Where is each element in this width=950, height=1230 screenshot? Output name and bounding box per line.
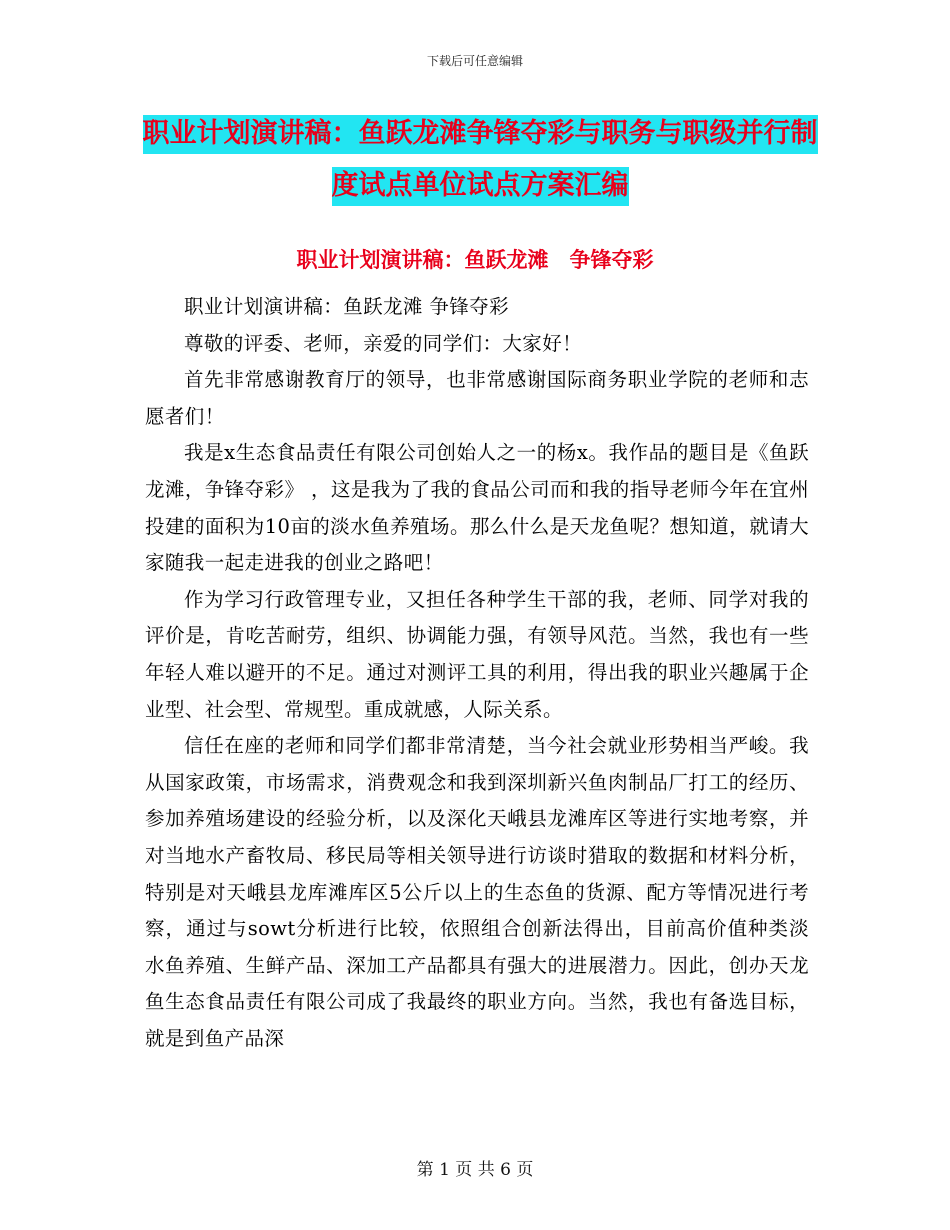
body-paragraph: 职业计划演讲稿：鱼跃龙滩 争锋夺彩: [184, 295, 509, 318]
section-title: 职业计划演讲稿：鱼跃龙滩 争锋夺彩: [296, 248, 654, 272]
body-paragraph: 信任在座的老师和同学们都非常清楚，当今社会就业形势相当严峻。我从国家政策，市场需求，消费观念和我到深圳新兴鱼肉制品厂打工的经历、参加养殖场建设的经验分析，以及深化天峨县龙滩库区等进行实地考察，并对当地水产畜牧局、移民局等相关领导进行访谈时猎取的数据和材料分析，特别是对天峨县龙库滩库区5公斤以上的生态鱼的货源、配方等情况进行考察，通过与sowt分析进行比较，依照组合创新法得出，目前高价值种类淡水鱼养殖、生鲜产品、深加工产品都具有强大的进展潜力。因此，创办天龙鱼生态食品责任有限公司成了我最终的职业方向。当然，我也有备选目标，就是到鱼产品深: [145, 734, 809, 1050]
document-body: [145, 289, 809, 1057]
document-title: [140, 108, 820, 212]
body-paragraph: 首先非常感谢教育厅的领导，也非常感谢国际商务职业学院的老师和志愿者们！: [145, 368, 809, 428]
page-footer: 第 1 页 共 6 页: [416, 1160, 534, 1180]
body-paragraph: 作为学习行政管理专业，又担任各种学生干部的我，老师、同学对我的评价是，肯吃苦耐劳，组织、协调能力强，有领导风范。当然，我也有一些年轻人难以避开的不足。通过对测评工具的利用，得出我的职业兴趣属于企业型、社会型、常规型。重成就感，人际关系。: [145, 587, 809, 721]
page-header-note: 下载后可任意编辑: [426, 54, 523, 68]
document-title-text: 职业计划演讲稿：鱼跃龙滩争锋夺彩与职务与职级并行制度试点单位试点方案汇编: [143, 115, 818, 206]
body-paragraph: 我是x生态食品责任有限公司创始人之一的杨x。我作品的题目是《鱼跃龙滩，争锋夺彩》 ，这是我为了我的食品公司而和我的指导老师今年在宜州投建的面积为10亩的淡水鱼养殖场。那么什么是天龙鱼呢？想知道，就请大家随我一起走进我的创业之路吧！: [145, 441, 809, 575]
body-paragraph: 尊敬的评委、老师，亲爱的同学们：大家好！: [184, 331, 583, 355]
